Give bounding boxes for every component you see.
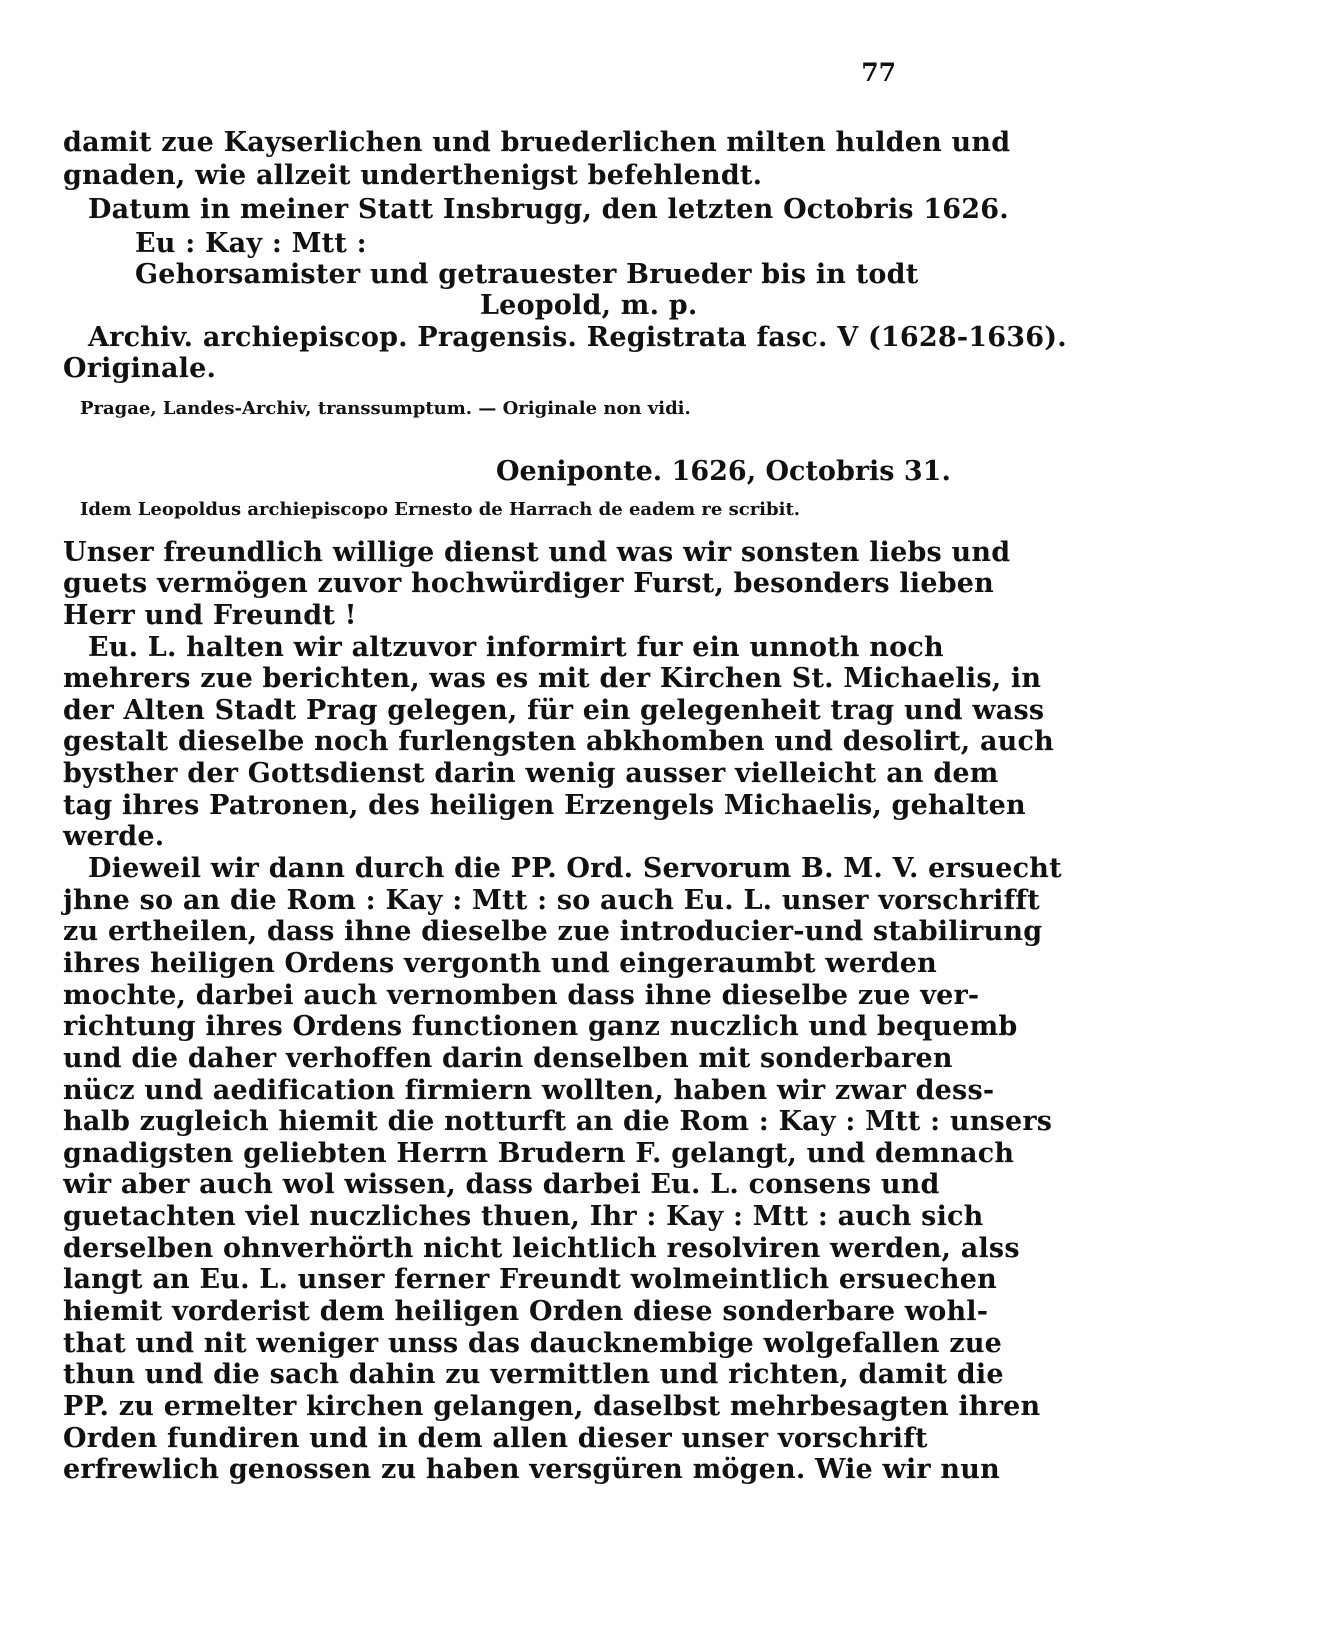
body-line: mochte, darbei auch vernomben dass ihne dieselbe zue ver-: [63, 980, 980, 1011]
body-line: und die daher verhoffen darin denselben mit sonderbaren: [63, 1043, 953, 1074]
body-line: ihres heiligen Ordens vergonth und eingeraumbt werden: [63, 948, 937, 979]
body-line: gestalt dieselbe noch furlengsten abkhomben und desolirt, auch: [63, 726, 1054, 757]
body-line: derselben ohnverhörth nicht leichtlich resolviren werden, alss: [63, 1233, 1020, 1264]
body-line: tag ihres Patronen, des heiligen Erzengels Michaelis, gehalten: [63, 790, 1026, 821]
text-line: gnaden, wie allzeit underthenigst befehlendt.: [63, 160, 763, 191]
body-line: guets vermögen zuvor hochwürdiger Furst, besonders lieben: [63, 568, 995, 599]
body-line: wir aber auch wol wissen, dass darbei Eu. L. consens und: [63, 1169, 940, 1200]
text-line: Datum in meiner Statt Insbrugg, den letzten Octobris 1626.: [88, 194, 1009, 225]
body-line: Eu. L. halten wir altzuvor informirt fur ein unnoth noch: [88, 632, 944, 663]
letter-heading: Oeniponte. 1626, Octobris 31.: [496, 456, 951, 487]
body-line: jhne so an die Rom : Kay : Mtt : so auch Eu. L. unser vorschrifft: [63, 885, 1040, 916]
body-line: thun und die sach dahin zu vermittlen und richten, damit die: [63, 1359, 1004, 1390]
body-line: nücz und aedification firmiern wollten, haben wir zwar dess-: [63, 1075, 995, 1106]
body-line: Herr und Freundt !: [63, 600, 357, 631]
body-line: gnadigsten geliebten Herrn Brudern F. gelangt, und demnach: [63, 1138, 1015, 1169]
source-note: Pragae, Landes-Archiv, transsumptum. — Originale non vidi.: [80, 398, 691, 419]
body-line: bysther der Gottsdienst darin wenig ausser vielleicht an dem: [63, 758, 999, 789]
body-line: erfrewlich genossen zu haben versgüren mögen. Wie wir nun: [63, 1454, 1000, 1485]
body-line: mehrers zue berichten, was es mit der Kirchen St. Michaelis, in: [63, 663, 1042, 694]
text-line: Eu : Kay : Mtt :: [135, 228, 367, 259]
body-line: PP. zu ermelter kirchen gelangen, daselbst mehrbesagten ihren: [63, 1391, 1041, 1422]
text-line: Originale.: [63, 353, 217, 384]
body-line: Orden fundiren und in dem allen dieser unser vorschrift: [63, 1423, 928, 1454]
text-line: Leopold, m. p.: [480, 290, 698, 321]
body-line: richtung ihres Ordens functionen ganz nuczlich und bequemb: [63, 1011, 1018, 1042]
page-number: 77: [861, 58, 896, 87]
text-line: Gehorsamister und getrauester Brueder bis in todt: [135, 259, 919, 290]
body-line: Unser freundlich willige dienst und was wir sonsten liebs und: [63, 537, 1011, 568]
body-line: werde.: [63, 821, 165, 852]
text-line: damit zue Kayserlichen und bruederlichen milten hulden und: [63, 127, 1011, 158]
text-line: Archiv. archiepiscop. Pragensis. Registrata fasc. V (1628-1636).: [88, 322, 1067, 353]
body-line: hiemit vorderist dem heiligen Orden diese sonderbare wohl-: [63, 1296, 989, 1327]
body-line: guetachten viel nuczliches thuen, Ihr : Kay : Mtt : auch sich: [63, 1201, 984, 1232]
body-line: zu ertheilen, dass ihne dieselbe zue introducier-und stabilirung: [63, 916, 1043, 947]
body-line: der Alten Stadt Prag gelegen, für ein gelegenheit trag und wass: [63, 695, 1045, 726]
letter-summary: Idem Leopoldus archiepiscopo Ernesto de Harrach de eadem re scribit.: [80, 499, 801, 520]
body-line: Dieweil wir dann durch die PP. Ord. Servorum B. M. V. ersuecht: [88, 853, 1062, 884]
body-line: langt an Eu. L. unser ferner Freundt wolmeintlich ersuechen: [63, 1264, 997, 1295]
body-line: halb zugleich hiemit die notturft an die Rom : Kay : Mtt : unsers: [63, 1106, 1053, 1137]
body-line: that und nit weniger unss das daucknembige wolgefallen zue: [63, 1328, 1003, 1359]
